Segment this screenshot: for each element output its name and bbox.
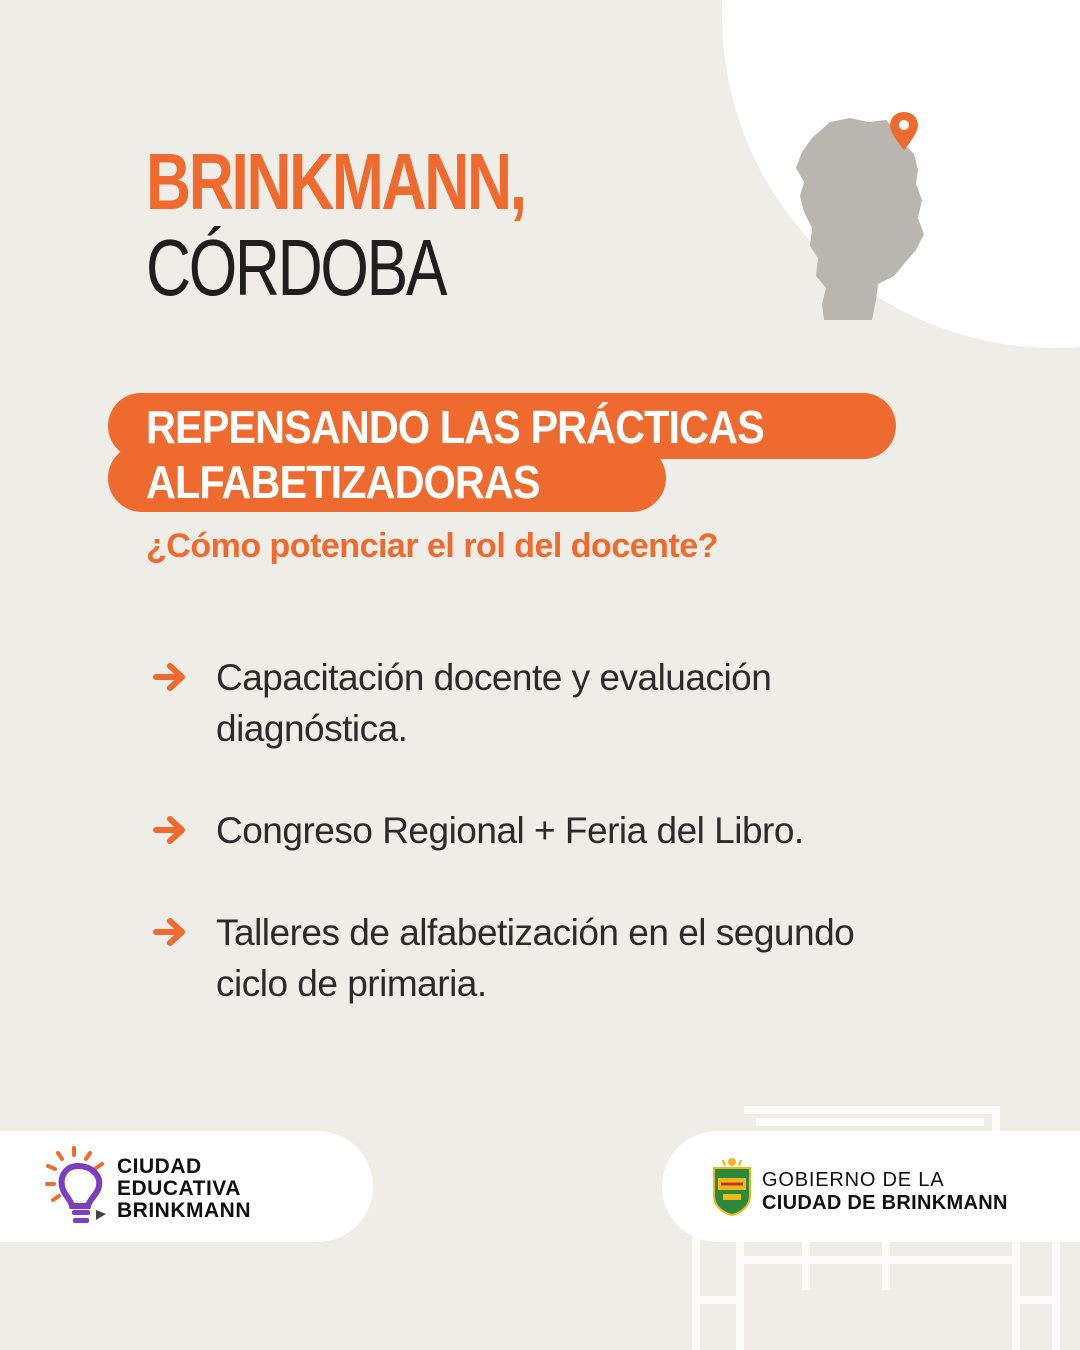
- gobierno-line2: CIUDAD DE BRINKMANN: [762, 1192, 1008, 1214]
- list-item-text-line1: Capacitación docente y evaluación: [216, 657, 772, 698]
- list-item: [152, 907, 854, 1009]
- list-item-text-line2: diagnóstica.: [216, 708, 408, 749]
- banner-heading-line2: ALFABETIZADORAS: [146, 456, 540, 508]
- cordoba-province-map-icon: [790, 108, 930, 324]
- list-item-text-line1: Talleres de alfabetización en el segundo: [216, 912, 855, 953]
- province-title: CÓRDOBA: [146, 223, 446, 312]
- list-item: [152, 652, 771, 754]
- list-item-text-line1: Congreso Regional + Feria del Libro.: [216, 810, 804, 851]
- wordmark-line3: BRINKMANN: [117, 1199, 251, 1222]
- wordmark-line2: EDUCATIVA: [117, 1177, 241, 1200]
- gobierno-line1: GOBIERNO DE LA: [762, 1169, 945, 1191]
- wordmark-line1: CIUDAD: [117, 1155, 202, 1178]
- banner-question: ¿Cómo potenciar el rol del docente?: [146, 527, 718, 565]
- city-title: BRINKMANN,: [146, 137, 525, 226]
- gobierno-wordmark: [762, 1169, 1008, 1215]
- lightbulb-icon: [44, 1144, 114, 1228]
- coat-of-arms-icon: [711, 1156, 753, 1216]
- list-item: [152, 805, 804, 856]
- ciudad-educativa-wordmark: [117, 1156, 251, 1222]
- arrow-right-icon: [152, 652, 216, 697]
- list-item-text-line2: ciclo de primaria.: [216, 963, 487, 1004]
- arrow-right-icon: [152, 907, 216, 952]
- arrow-right-icon: [152, 805, 216, 850]
- banner-heading-line1: REPENSANDO LAS PRÁCTICAS: [146, 401, 764, 453]
